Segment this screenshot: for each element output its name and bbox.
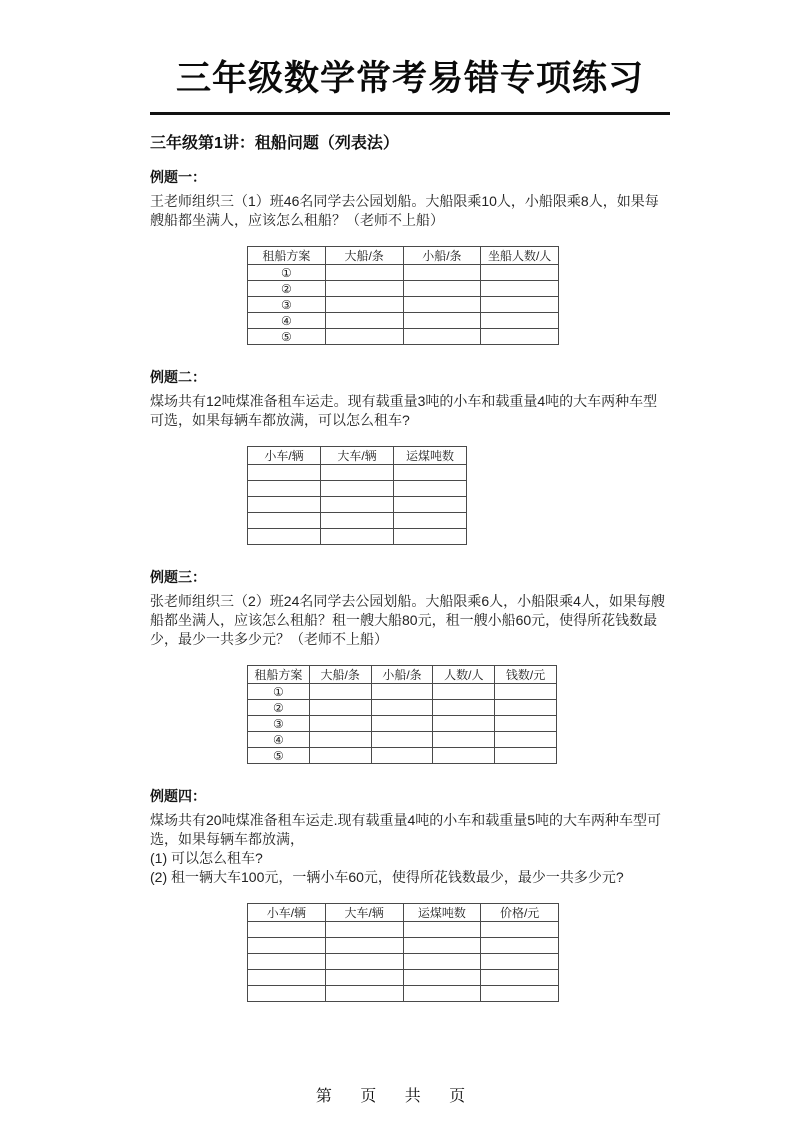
table-header-row bbox=[248, 247, 559, 265]
table-row bbox=[248, 986, 559, 1002]
problem-3-text bbox=[150, 592, 670, 649]
table-header-cell: 租船方案 bbox=[248, 247, 326, 265]
table-cell bbox=[433, 748, 495, 764]
table-cell bbox=[481, 329, 559, 345]
table-cell bbox=[403, 329, 481, 345]
table-cell bbox=[481, 970, 559, 986]
table-header-cell: 大车/辆 bbox=[325, 904, 403, 922]
table-cell bbox=[325, 329, 403, 345]
table-cell: ① bbox=[248, 684, 310, 700]
table-cell bbox=[325, 986, 403, 1002]
table-cell: ⑤ bbox=[248, 329, 326, 345]
table-cell bbox=[394, 513, 467, 529]
table-cell bbox=[321, 529, 394, 545]
table-header-cell: 大船/条 bbox=[325, 247, 403, 265]
page-footer: 第 页 共 页 bbox=[315, 1088, 478, 1105]
table-header-cell: 小车/辆 bbox=[248, 447, 321, 465]
table-header-row bbox=[248, 447, 467, 465]
table-cell bbox=[495, 732, 557, 748]
table-cell bbox=[248, 465, 321, 481]
problem-2 bbox=[150, 367, 670, 545]
problem-1-table bbox=[247, 246, 559, 345]
table-row bbox=[248, 481, 467, 497]
table-row bbox=[248, 529, 467, 545]
table-cell bbox=[248, 529, 321, 545]
table-header-row bbox=[248, 904, 559, 922]
table-header-cell: 钱数/元 bbox=[495, 666, 557, 684]
table-cell bbox=[309, 732, 371, 748]
table-row bbox=[248, 329, 559, 345]
table-cell bbox=[481, 313, 559, 329]
table-cell bbox=[248, 986, 326, 1002]
problem-4 bbox=[150, 786, 670, 1002]
table-header-cell: 人数/人 bbox=[433, 666, 495, 684]
table-cell bbox=[321, 481, 394, 497]
table-row bbox=[248, 700, 557, 716]
table-row bbox=[248, 497, 467, 513]
table-row bbox=[248, 281, 559, 297]
table-cell bbox=[433, 716, 495, 732]
table-cell bbox=[325, 922, 403, 938]
table-row bbox=[248, 297, 559, 313]
table-cell bbox=[394, 465, 467, 481]
table-cell bbox=[309, 684, 371, 700]
table-row bbox=[248, 732, 557, 748]
table-cell bbox=[403, 970, 481, 986]
table-row bbox=[248, 716, 557, 732]
table-row bbox=[248, 465, 467, 481]
table-header-cell: 小船/条 bbox=[403, 247, 481, 265]
table-cell: ④ bbox=[248, 313, 326, 329]
section-heading: 三年级第1讲：租船问题（列表法） bbox=[150, 135, 399, 152]
problem-4-table bbox=[247, 903, 559, 1002]
table-cell: ④ bbox=[248, 732, 310, 748]
table-cell bbox=[481, 986, 559, 1002]
problem-1 bbox=[150, 167, 670, 345]
table-cell bbox=[309, 748, 371, 764]
table-cell: ② bbox=[248, 281, 326, 297]
table-cell bbox=[371, 700, 433, 716]
table-cell bbox=[248, 938, 326, 954]
text-line: (2) 租一辆大车100元，一辆小车60元，使得所花钱数最少，最少一共多少元? bbox=[150, 869, 624, 885]
table-cell bbox=[371, 716, 433, 732]
table-cell bbox=[481, 297, 559, 313]
table-cell bbox=[394, 529, 467, 545]
problem-1-label: 例题一： bbox=[150, 169, 206, 185]
table-cell bbox=[371, 732, 433, 748]
table-cell bbox=[309, 716, 371, 732]
table-cell: ⑤ bbox=[248, 748, 310, 764]
table-cell bbox=[433, 700, 495, 716]
table-cell: ② bbox=[248, 700, 310, 716]
table-header-cell: 大车/辆 bbox=[321, 447, 394, 465]
problem-3 bbox=[150, 567, 670, 764]
table-cell bbox=[248, 970, 326, 986]
table-row bbox=[248, 265, 559, 281]
table-row bbox=[248, 922, 559, 938]
table-cell bbox=[403, 954, 481, 970]
problem-3-label: 例题三： bbox=[150, 569, 206, 585]
table-cell bbox=[325, 265, 403, 281]
table-cell bbox=[495, 748, 557, 764]
table-cell bbox=[325, 938, 403, 954]
table-cell bbox=[309, 700, 371, 716]
table-cell bbox=[394, 497, 467, 513]
table-row bbox=[248, 748, 557, 764]
table-cell bbox=[325, 313, 403, 329]
problem-2-table bbox=[247, 446, 467, 545]
table-cell bbox=[248, 954, 326, 970]
table-header-cell: 租船方案 bbox=[248, 666, 310, 684]
table-cell bbox=[325, 954, 403, 970]
table-cell bbox=[321, 497, 394, 513]
problem-2-label: 例题二： bbox=[150, 369, 206, 385]
table-header-cell: 运煤吨数 bbox=[394, 447, 467, 465]
table-cell bbox=[403, 265, 481, 281]
table-cell bbox=[495, 716, 557, 732]
table-header-cell: 价格/元 bbox=[481, 904, 559, 922]
problem-4-text bbox=[150, 811, 670, 887]
table-cell bbox=[325, 297, 403, 313]
table-cell bbox=[321, 513, 394, 529]
table-row bbox=[248, 684, 557, 700]
table-cell: ① bbox=[248, 265, 326, 281]
problem-2-text bbox=[150, 392, 670, 430]
table-row bbox=[248, 954, 559, 970]
problem-1-text bbox=[150, 192, 670, 230]
table-cell bbox=[403, 297, 481, 313]
table-cell bbox=[433, 684, 495, 700]
table-header-cell: 坐船人数/人 bbox=[481, 247, 559, 265]
table-header-cell: 小车/辆 bbox=[248, 904, 326, 922]
table-cell bbox=[325, 970, 403, 986]
table-cell bbox=[403, 281, 481, 297]
table-header-cell: 大船/条 bbox=[309, 666, 371, 684]
table-cell bbox=[403, 938, 481, 954]
table-cell: ③ bbox=[248, 297, 326, 313]
table-cell bbox=[481, 281, 559, 297]
problem-3-table bbox=[247, 665, 557, 764]
table-cell bbox=[248, 513, 321, 529]
table-cell bbox=[433, 732, 495, 748]
table-cell bbox=[495, 700, 557, 716]
table-cell bbox=[321, 465, 394, 481]
table-cell: ③ bbox=[248, 716, 310, 732]
text-line: (1) 可以怎么租车? bbox=[150, 850, 263, 866]
table-cell bbox=[481, 938, 559, 954]
table-row bbox=[248, 970, 559, 986]
table-row bbox=[248, 938, 559, 954]
table-header-row bbox=[248, 666, 557, 684]
table-row bbox=[248, 513, 467, 529]
table-cell bbox=[481, 922, 559, 938]
text-line: 王老师组织三（1）班46名同学去公园划船。大船限乘10人，小船限乘8人，如果每艘船都坐满人，应该怎么租船？（老师不上船） bbox=[150, 193, 659, 228]
table-row bbox=[248, 313, 559, 329]
table-cell bbox=[248, 497, 321, 513]
table-cell bbox=[325, 281, 403, 297]
table-cell bbox=[403, 313, 481, 329]
problem-4-label: 例题四： bbox=[150, 788, 206, 804]
table-cell bbox=[248, 481, 321, 497]
table-cell bbox=[481, 265, 559, 281]
title-divider bbox=[150, 112, 670, 115]
text-line: 煤场共有20吨煤准备租车运走.现有载重量4吨的小车和载重量5吨的大车两种车型可选，如果每辆车都放满， bbox=[150, 812, 662, 847]
text-line: 张老师组织三（2）班24名同学去公园划船。大船限乘6人，小船限乘4人，如果每艘船都坐满人，应该怎么租船？租一艘大船80元，租一艘小船60元，使得所花钱数最少，最少一共多少元？（老师不上船） bbox=[150, 593, 665, 647]
table-cell bbox=[371, 748, 433, 764]
table-cell bbox=[394, 481, 467, 497]
table-cell bbox=[481, 954, 559, 970]
table-cell bbox=[371, 684, 433, 700]
table-cell bbox=[248, 922, 326, 938]
table-cell bbox=[403, 922, 481, 938]
table-cell bbox=[403, 986, 481, 1002]
table-header-cell: 小船/条 bbox=[371, 666, 433, 684]
table-cell bbox=[495, 684, 557, 700]
table-header-cell: 运煤吨数 bbox=[403, 904, 481, 922]
text-line: 煤场共有12吨煤准备租车运走。现有载重量3吨的小车和载重量4吨的大车两种车型可选，如果每辆车都放满，可以怎么租车? bbox=[150, 393, 658, 428]
page-title: 三年级数学常考易错专项练习 bbox=[175, 59, 644, 98]
